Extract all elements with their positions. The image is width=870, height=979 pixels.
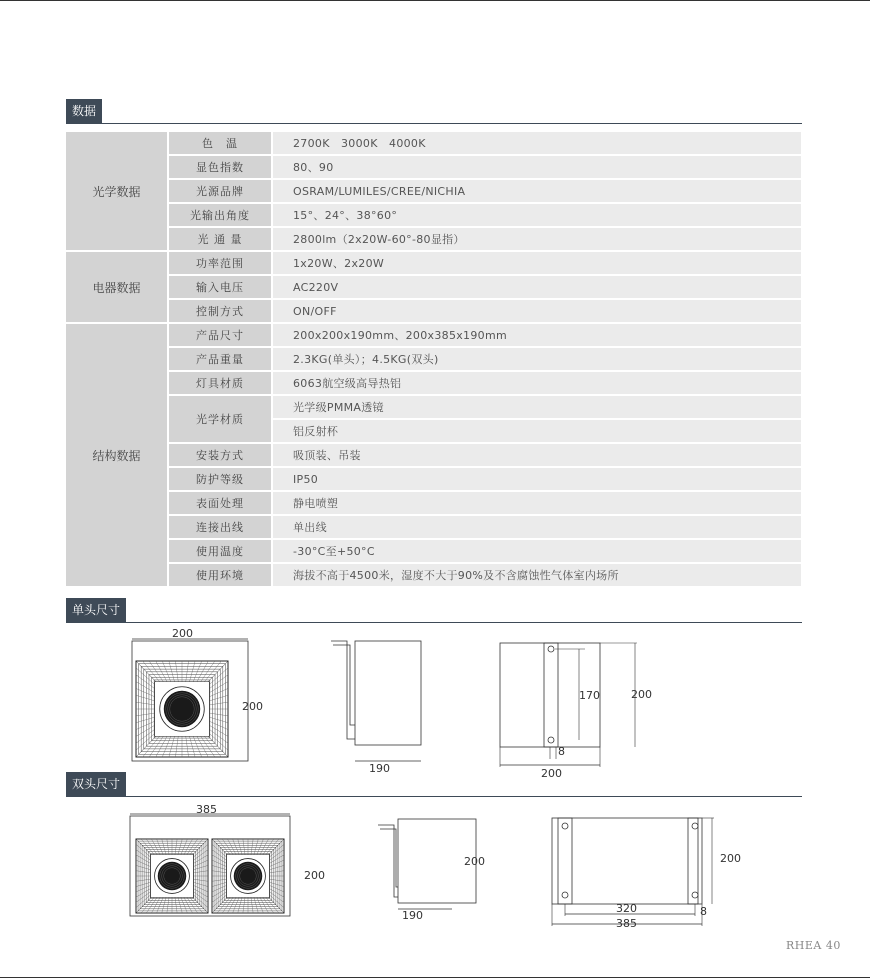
spec-label: 控制方式 <box>168 299 272 323</box>
spec-value: 2700K 3000K 4000K <box>272 132 802 155</box>
spec-label: 产品尺寸 <box>168 323 272 347</box>
spec-value: 6063航空级高导热铝 <box>272 371 802 395</box>
spec-table <box>66 132 803 588</box>
spec-row <box>66 395 802 419</box>
spec-row <box>66 227 802 251</box>
spec-label: 输入电压 <box>168 275 272 299</box>
double-side-drawing <box>372 815 492 925</box>
single-back-inner-label: 170 <box>579 689 600 702</box>
spec-row <box>66 467 802 491</box>
spec-row <box>66 251 802 275</box>
spec-row <box>66 539 802 563</box>
spec-value: 海拔不高于4500米，湿度不大于90%及不含腐蚀性气体室内场所 <box>272 563 802 587</box>
spec-label: 防护等级 <box>168 467 272 491</box>
double-front-width-label: 385 <box>196 803 217 816</box>
spec-value: OSRAM/LUMILES/CREE/NICHIA <box>272 179 802 203</box>
double-back-drawing <box>548 812 748 930</box>
double-side-height-label: 200 <box>464 855 485 868</box>
spec-label: 光输出角度 <box>168 203 272 227</box>
double-back-inner-label: 320 <box>616 902 637 915</box>
spec-row <box>66 347 802 371</box>
spec-value: 静电喷塑 <box>272 491 802 515</box>
spec-value: -30°C至+50°C <box>272 539 802 563</box>
single-section-header <box>66 598 802 623</box>
spec-row <box>66 155 802 179</box>
single-section-title: 单头尺寸 <box>66 598 126 622</box>
single-front-drawing <box>120 625 263 765</box>
data-section-header <box>66 99 802 124</box>
spec-group-name: 电器数据 <box>66 251 168 323</box>
spec-value: 2.3KG(单头）；4.5KG(双头) <box>272 347 802 371</box>
top-border <box>0 0 870 1</box>
spec-label: 显色指数 <box>168 155 272 179</box>
spec-row <box>66 299 802 323</box>
single-side-drawing <box>325 635 435 780</box>
spec-group-name: 结构数据 <box>66 323 168 587</box>
spec-label: 光源品牌 <box>168 179 272 203</box>
double-section-header <box>66 772 802 797</box>
double-back-offset-label: 8 <box>700 905 707 918</box>
spec-value: AC220V <box>272 275 802 299</box>
single-back-height-label: 200 <box>631 688 652 701</box>
spec-value: 1x20W、2x20W <box>272 251 802 275</box>
spec-value: 80、90 <box>272 155 802 179</box>
double-front-height-label: 200 <box>304 869 325 882</box>
spec-row <box>66 371 802 395</box>
bottom-border <box>0 977 870 978</box>
double-back-width-label: 385 <box>616 917 637 930</box>
spec-row <box>66 179 802 203</box>
spec-label: 光 通 量 <box>168 227 272 251</box>
spec-group-name: 光学数据 <box>66 132 168 251</box>
spec-label: 使用温度 <box>168 539 272 563</box>
spec-row <box>66 563 802 587</box>
spec-value: 吸顶装、吊装 <box>272 443 802 467</box>
spec-label: 表面处理 <box>168 491 272 515</box>
spec-row <box>66 203 802 227</box>
spec-label: 功率范围 <box>168 251 272 275</box>
spec-value: 2800lm（2x20W-60°-80显指） <box>272 227 802 251</box>
spec-label: 产品重量 <box>168 347 272 371</box>
spec-label: 连接出线 <box>168 515 272 539</box>
spec-value: 单出线 <box>272 515 802 539</box>
spec-label: 色 温 <box>168 132 272 155</box>
spec-row <box>66 323 802 347</box>
spec-label: 光学材质 <box>168 395 272 443</box>
spec-value: 铝反射杯 <box>272 419 802 443</box>
data-section-title: 数据 <box>66 99 102 123</box>
double-back-height-label: 200 <box>720 852 741 865</box>
page-number: RHEA 40 <box>786 939 841 952</box>
spec-row <box>66 515 802 539</box>
spec-value: 光学级PMMA透镜 <box>272 395 802 419</box>
double-section-title: 双头尺寸 <box>66 772 126 796</box>
single-front-height-label: 200 <box>242 700 263 713</box>
spec-row <box>66 491 802 515</box>
spec-label: 使用环境 <box>168 563 272 587</box>
spec-label: 安装方式 <box>168 443 272 467</box>
spec-row <box>66 132 802 155</box>
single-front-width-label: 200 <box>172 627 193 640</box>
spec-label: 灯具材质 <box>168 371 272 395</box>
double-side-depth-label: 190 <box>402 909 423 922</box>
double-front-drawing <box>126 800 336 922</box>
single-side-depth-label: 190 <box>369 762 390 775</box>
spec-value: 200x200x190mm、200x385x190mm <box>272 323 802 347</box>
spec-row <box>66 443 802 467</box>
spec-value: IP50 <box>272 467 802 491</box>
single-back-drawing <box>495 637 665 782</box>
spec-row <box>66 275 802 299</box>
single-back-width-label: 200 <box>541 767 562 780</box>
single-back-offset-label: 8 <box>558 745 565 758</box>
spec-value: ON/OFF <box>272 299 802 323</box>
spec-value: 15°、24°、38°60° <box>272 203 802 227</box>
